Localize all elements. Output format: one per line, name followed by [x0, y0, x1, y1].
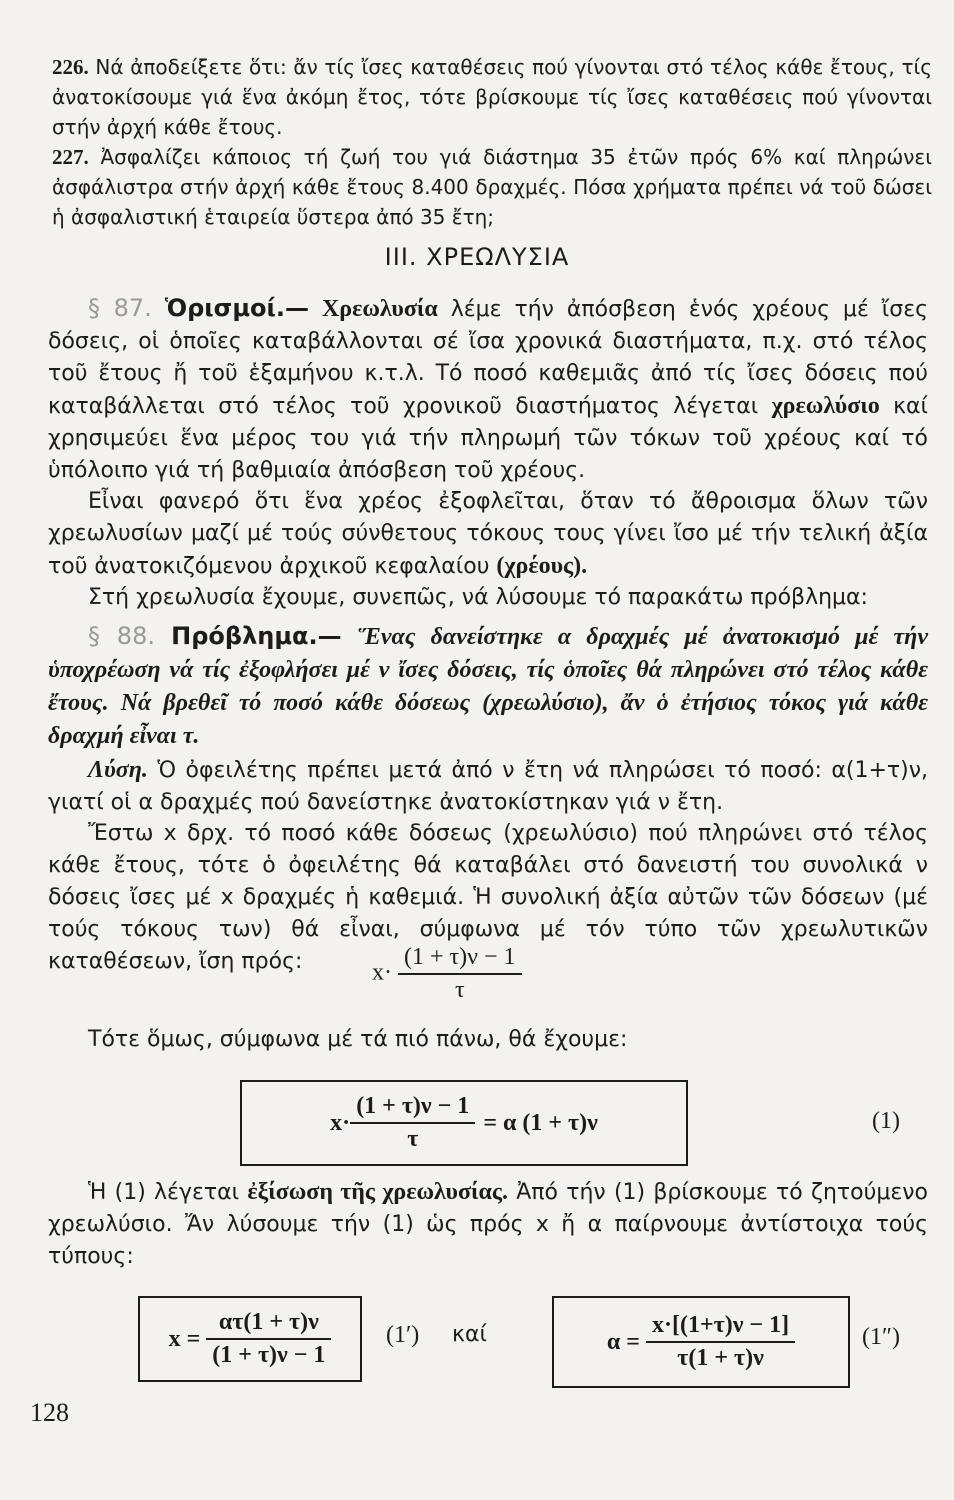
term: (χρέους). — [496, 553, 588, 579]
problem-text: Ἕνας δανείστηκε α δραχμές μέ ἀνατοκισμό μέ τήν ὑποχρέωση νά τίς ἐξοφλήσει μέ ν ἴσες δόσεις, τίς ὁποῖες θά πληρώνει στό τέλος κάθε ἔτους. Νά βρεθεῖ τό ποσό κάθε δόσεως (χρεωλύσιο), ἄν ὁ ἐτήσιος τόκος γιά κάθε δραχμή εἶναι τ. — [48, 624, 929, 749]
exercise-number: 226. — [52, 55, 89, 79]
denominator: τ — [398, 973, 522, 1004]
paragraph-text: Εἶναι φανερό ὅτι ἕνα χρέος ἐξοφλεῖται, ὅταν τό ἄθροισμα ὅλων τῶν χρεωλυσίων μαζί μέ τούς σύνθετους τόκους τους γίνει ἴσο μέ τήν τελική ἀξία τοῦ ἀνατοκιζόμενου ἀρχικοῦ κεφαλαίου — [48, 489, 928, 579]
exercise-text: Νά ἀποδείξετε ὅτι: ἄν τίς ἴσες καταθέσεις πού γίνονται στό τέλος κάθε ἔτους, τίς ἀνατοκίσουμε γιά ἕνα ἀκόμη ἔτος, τότε βρίσκουμε τίς ἴσες καταθέσεις πού γίνονται στήν ἀρχή κάθε ἔτους. — [52, 55, 932, 139]
paragraph-87-cont — [48, 486, 928, 583]
lhs: x = — [168, 1325, 201, 1352]
section-symbol: § 87. — [88, 294, 152, 322]
rhs: = α (1 + τ)ν — [483, 1109, 598, 1136]
equation-label: (1″) — [862, 1324, 900, 1350]
denominator: τ(1 + τ)ν — [646, 1341, 795, 1372]
solution — [48, 754, 928, 819]
section-title: III. ΧΡΕΩΛΥΣΙΑ — [384, 243, 570, 271]
fraction — [646, 1312, 795, 1372]
paragraph-text: Ἔστω x δρχ. τό ποσό κάθε δόσεως (χρεωλύσιο) πού πληρώνει στό τέλος κάθε ἔτους, τότε ὁ ὀφειλέτης θά καταβάλει στό δανειστή του συνολικά ν δόσεις ἴσες μέ x δραχμές ἡ καθεμιά. Ἡ συνολική ἀξία αὐτῶν τῶν δόσεων (μέ τούς τόκους των) θά εἶναι, σύμφωνα μέ τόν τύπο τῶν χρεωλυτικῶν καταθέσεων, ἴση πρός: — [48, 821, 928, 974]
term: ἐξίσωση τῆς χρεωλυσίας. — [247, 1179, 508, 1205]
equation-label: (1′) — [386, 1322, 420, 1348]
equation-box-1-prime — [138, 1296, 362, 1382]
paragraph-heading: Ὁρισμοί.— — [164, 294, 309, 322]
paragraph-87-end — [48, 582, 928, 614]
paragraph-text: Ἡ (1) λέγεται — [88, 1180, 240, 1205]
equation-box-1 — [240, 1080, 688, 1166]
fraction — [398, 944, 522, 1004]
equation-label: (1) — [872, 1108, 900, 1134]
denominator: (1 + τ)ν − 1 — [206, 1338, 331, 1369]
formula-prefix: x· — [372, 959, 392, 986]
paragraph-text: Στή χρεωλυσία ἔχουμε, συνεπῶς, νά λύσουμε τό παρακάτω πρόβλημα: — [88, 585, 868, 610]
solution-label: Λύση. — [88, 757, 148, 783]
paragraph-88 — [48, 620, 928, 753]
equation-box-1-double-prime — [552, 1296, 850, 1388]
solution-end — [48, 1024, 928, 1056]
after-equation — [48, 1176, 928, 1273]
lhs: α = — [606, 1328, 640, 1355]
fraction — [206, 1309, 331, 1369]
paragraph-87 — [48, 292, 928, 487]
paragraph-text: Τότε ὅμως, σύμφωνα μέ τά πιό πάνω, θά ἔχουμε: — [88, 1027, 628, 1052]
section-symbol: § 88. — [88, 622, 155, 650]
exercise-226 — [52, 52, 932, 142]
paragraph-text: Ὁ ὀφειλέτης πρέπει μετά ἀπό ν ἔτη νά πληρώσει τό ποσό: α(1+τ)ν, γιατί οἱ α δραχμές πού δανείστηκε ἀνατοκίστηκαν γιά ν ἔτη. — [48, 758, 928, 815]
lhs-prefix: x· — [330, 1109, 351, 1136]
denominator: τ — [350, 1122, 475, 1153]
numerator: x·[(1+τ)ν − 1] — [651, 1312, 790, 1338]
numerator: (1 + τ)ν − 1 — [404, 944, 516, 970]
exercise-text: Ἀσφαλίζει κάποιος τή ζωή του γιά διάστημα 35 ἐτῶν πρός 6% καί πληρώνει ἀσφάλιστρα στήν ἀρχή κάθε ἔτους 8.400 δραχμές. Πόσα χρήματα πρέπει νά τοῦ δώσει ἡ ἀσφαλιστική ἑταιρεία ὕστερα ἀπό 35 ἔτη; — [52, 145, 933, 229]
numerator: ατ(1 + τ)ν — [218, 1309, 319, 1335]
page-number: 128 — [30, 1398, 69, 1427]
exercise-227 — [52, 142, 932, 232]
conjunction: καί — [452, 1322, 487, 1347]
paragraph-text: καί χρησιμεύει ἕνα μέρος του γιά τήν πληρωμή τῶν τόκων τοῦ χρέους καί τό ὑπόλοιπο γιά τή βαθμιαία ἀπόσβεση τοῦ χρέους. — [48, 394, 928, 483]
paragraph-text: λέμε τήν ἀπόσβεση ἑνός χρέους μέ ἴσες δόσεις, οἱ ὁποῖες καταβάλλονται σέ ἴσα χρονικά διαστήματα, π.χ. στό τέλος τοῦ ἔτους ἤ τοῦ ἑξαμήνου κ.τ.λ. Τό ποσό καθεμιᾶς ἀπό τίς ἴσες δόσεις πού καταβάλλεται στό τέλος τοῦ χρονικοῦ διαστήματος λέγεται — [48, 297, 928, 419]
term: Χρεωλυσία — [321, 296, 438, 322]
exercise-number: 227. — [52, 145, 89, 169]
fraction — [350, 1093, 475, 1153]
inline-formula — [372, 944, 522, 1004]
paragraph-heading: Πρόβλημα.— — [171, 622, 342, 650]
term: χρεωλύσιο — [771, 393, 880, 419]
paragraph-text: Ἀπό τήν (1) βρίσκουμε τό ζητούμενο χρεωλύσιο. Ἄν λύσουμε τήν (1) ὡς πρός x ἤ α παίρνουμε ἀντίστοιχα τούς τύπους: — [48, 1180, 928, 1269]
numerator: (1 + τ)ν − 1 — [356, 1093, 470, 1119]
